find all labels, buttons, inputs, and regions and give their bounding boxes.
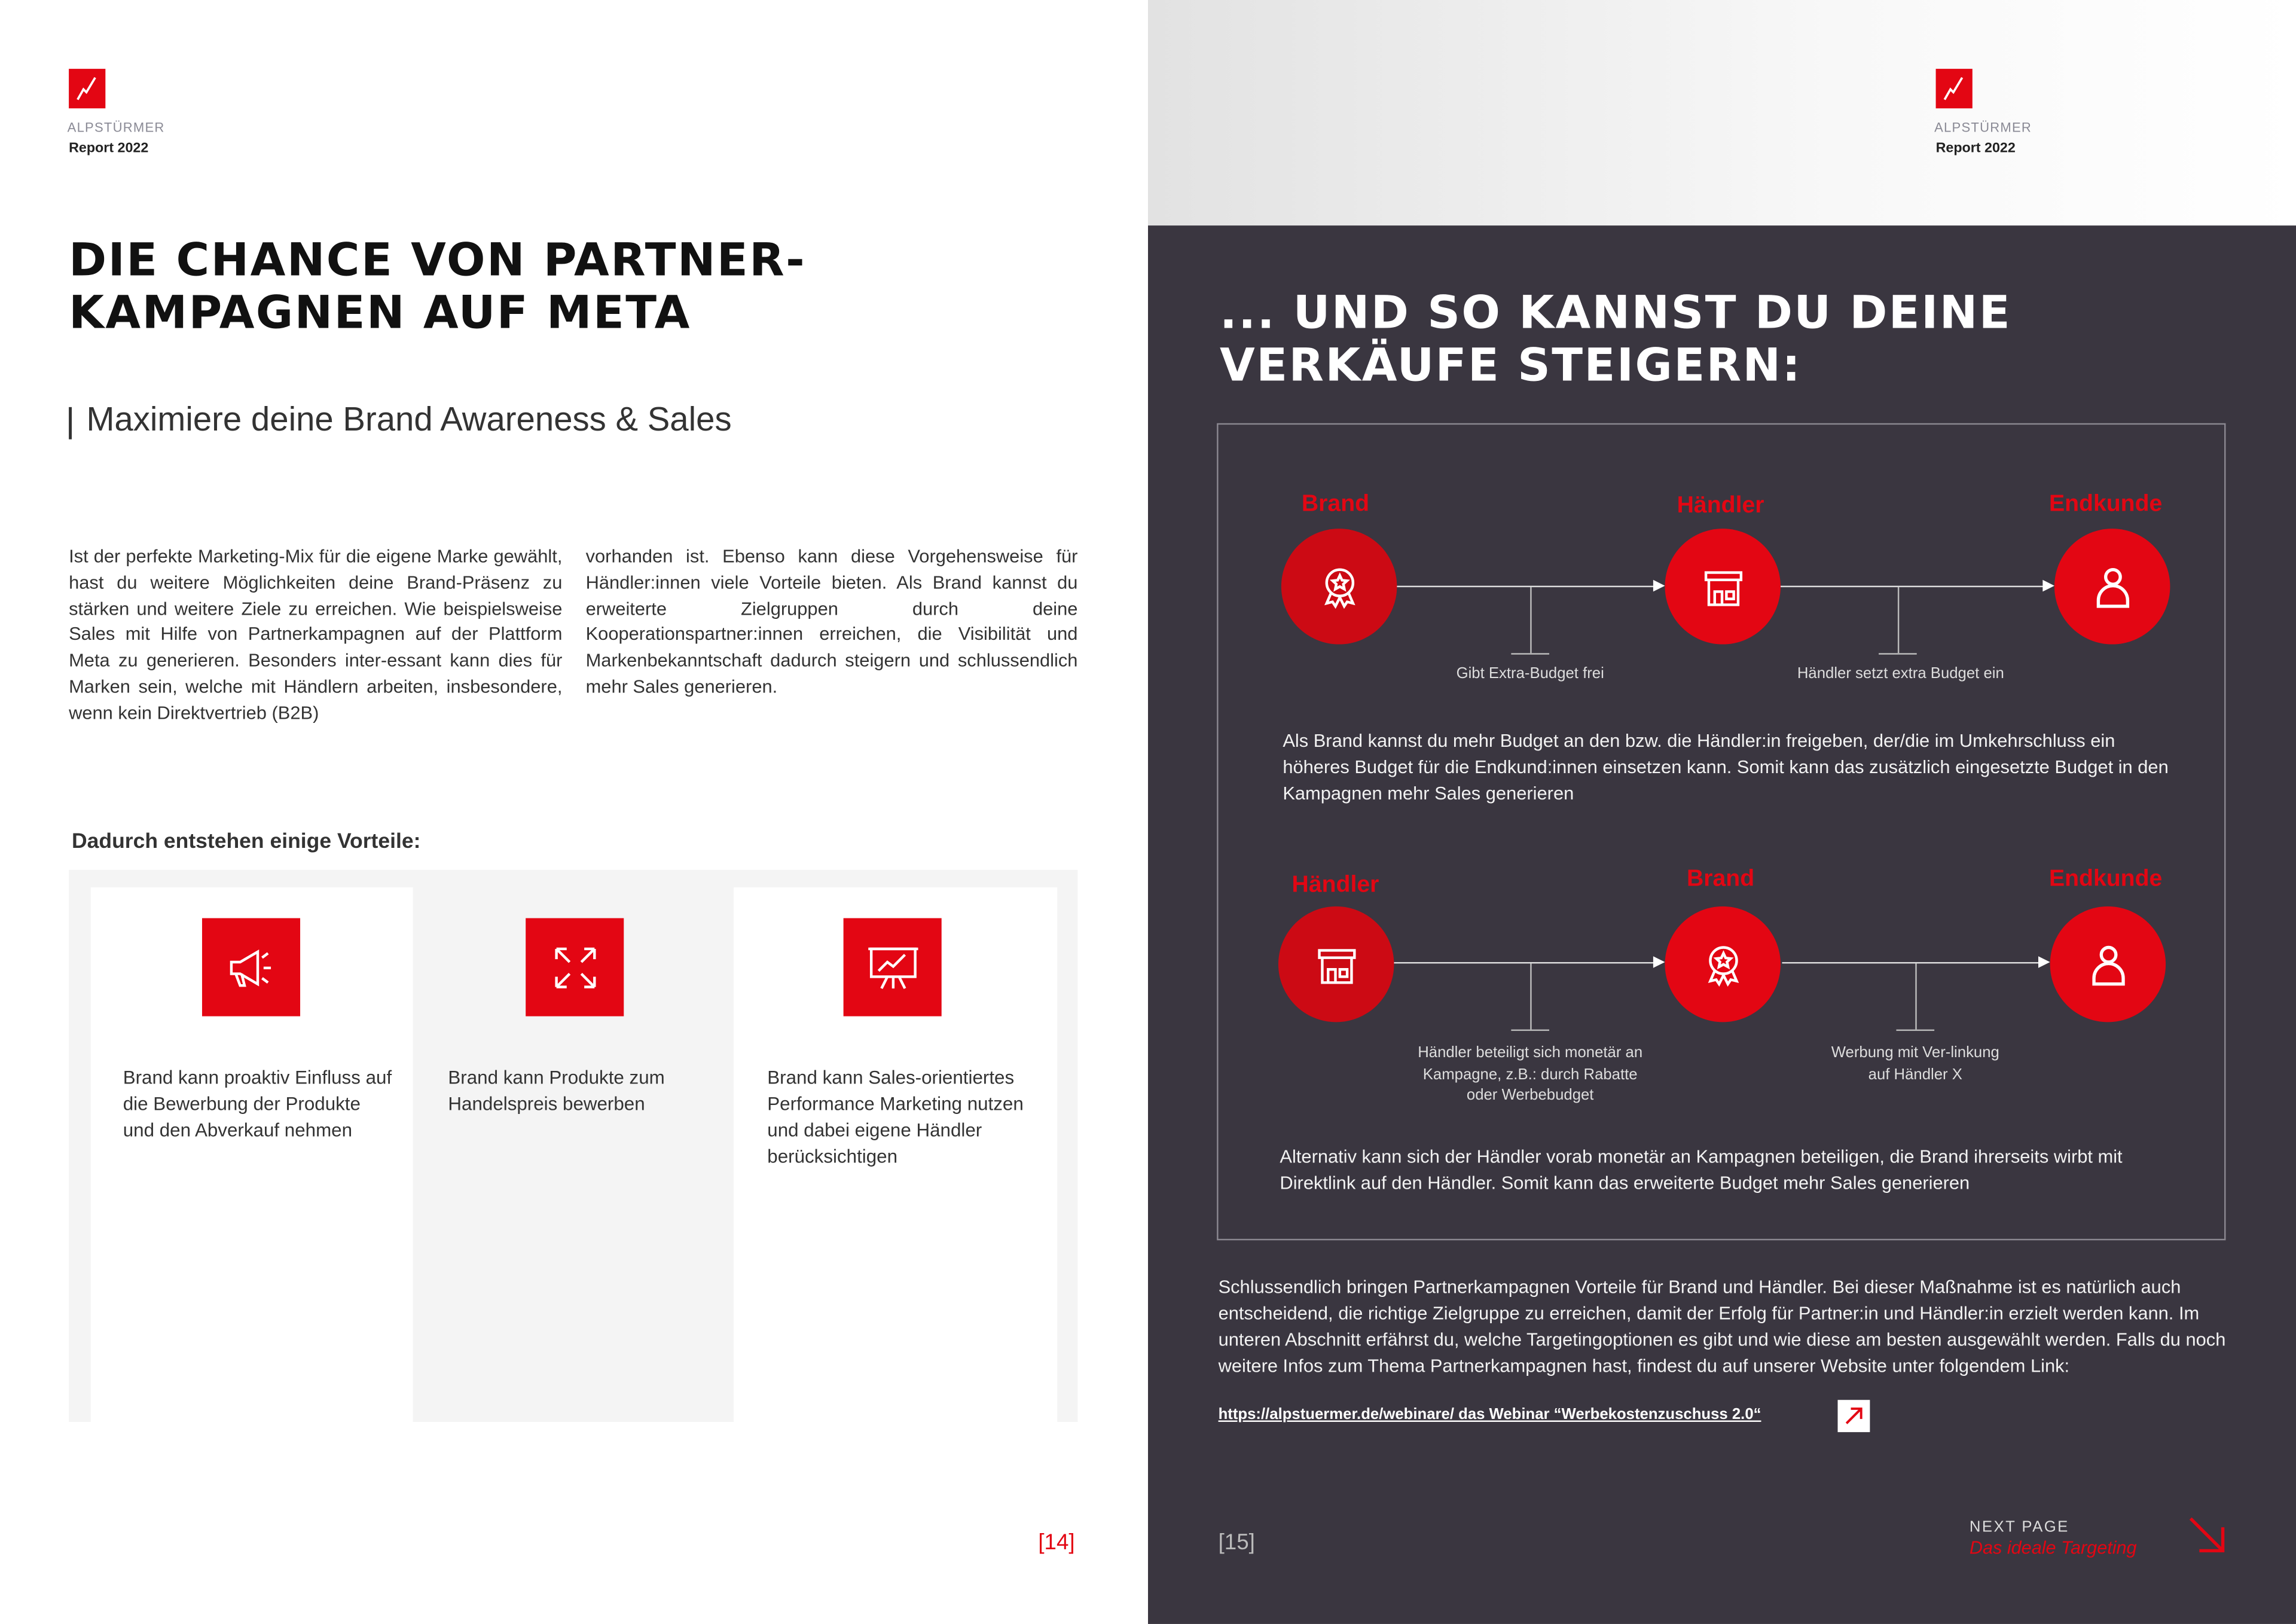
report-label: Report 2022 [69, 141, 149, 157]
node-label: Händler [1677, 493, 1764, 518]
page-title [69, 234, 806, 340]
intro-col-2: vorhanden ist. Ebenso kann diese Vorgehensweise für Händler:innen viele Vorteile bieten. Als Brand kannst du erweiterte Zielgruppen durch deine Kooperationspartner:innen erreichen, die Visibilität und Markenbekanntschaft dadurch steigern und schlussendlich mehr Sales generieren. [585, 546, 1078, 697]
node-label: Endkunde [2048, 492, 2163, 517]
page-number: [15] [1218, 1530, 1255, 1555]
flow-caption: Werbung mit Ver-linkung auf Händler X [1831, 1044, 1999, 1083]
connector-base [1511, 1030, 1549, 1031]
report-label: Report 2022 [1935, 141, 2016, 157]
flow-arrow [1397, 586, 1654, 587]
title-line: VERKÄUFE STEIGERN: [1220, 340, 1802, 393]
right-page [1148, 0, 2296, 1624]
presentation-chart-icon [844, 918, 942, 1016]
arrowhead-icon [1653, 956, 1665, 968]
title-line: DIE CHANCE VON PARTNER- [69, 234, 807, 288]
store-icon [1278, 906, 1394, 1022]
closing-paragraph: Schlussendlich bringen Partnerkampagnen Vorteile für Brand und Händler. Bei dieser Maßnahme ist es natürlich auch entscheidend, die richtige Zielgruppe zu erreichen, damit der Erfolg für Partner:in und Händler:in erzielt werden kann. Im unteren Abschnitt erfährst du, welche Targetingoptionen es gibt und wie diese am besten ausgewählt werden. Falls du noch weitere Infos zum Thema Partnerkampagnen hast, findest du auf unserer Website unter folgendem Link: [1218, 1277, 2226, 1377]
benefit-text: Brand kann Produkte zum Handelspreis bewerben [448, 1066, 665, 1115]
store-icon [1665, 529, 1781, 644]
connector-line [1530, 963, 1531, 1029]
benefits-heading: Dadurch entstehen einige Vorteile: [72, 830, 421, 854]
logo-icon [1936, 69, 1973, 108]
flow-arrow [1782, 962, 2039, 963]
node-label: Brand [1301, 492, 1370, 517]
subtitle-bar [69, 407, 71, 439]
flow-caption: Gibt Extra-Budget frei [1456, 664, 1604, 683]
award-icon [1665, 906, 1781, 1022]
connector-line [1530, 587, 1531, 653]
external-link-icon[interactable] [1837, 1400, 1870, 1432]
flow-caption: Händler setzt extra Budget ein [1797, 664, 2004, 683]
benefit-text: Brand kann proaktiv Einfluss auf die Bewerbung der Produkte und den Abverkauf nehmen [123, 1066, 392, 1141]
user-icon [2054, 529, 2170, 644]
title-line: KAMPAGNEN AUF META [69, 287, 691, 340]
title-line: ... UND SO KANNST DU DEINE [1220, 287, 2012, 340]
node-label: Händler [1292, 872, 1379, 898]
node-label: Brand [1686, 866, 1755, 892]
intro-col-1: Ist der perfekte Marketing-Mix für die eigene Marke gewählt, hast du weitere Möglichkeiten deine Brand-Präsenz zu stärken und weitere Ziele zu erreichen. Wie beispielsweise Sales mit Hilfe von Partnerkampagnen auf der Plattform Meta zu generieren. Besonders inter-essant kann dies für Marken sein, welche mit Händlern arbeiten, insbesondere, wenn kein Direktvertrieb (B2B) [69, 546, 563, 724]
flow-arrow [1781, 586, 2044, 587]
logo-icon [69, 69, 105, 108]
benefit-text: Brand kann Sales-orientiertes Performance Marketing nutzen und dabei eigene Händler berücksichtigen [767, 1066, 1024, 1167]
flow-description: Alternativ kann sich der Händler vorab monetär an Kampagnen beteiligen, die Brand ihrerseits wirbt mit Direktlink auf den Händler. Somit kann das erweiterte Budget mehr Sales generieren [1280, 1146, 2123, 1193]
user-icon [2050, 906, 2166, 1022]
award-icon [1281, 529, 1397, 644]
connector-base [1896, 1030, 1934, 1031]
flow-caption: Händler beteiligt sich monetär an Kampagne, z.B.: durch Rabatte oder Werbebudget [1418, 1044, 1643, 1105]
connector-base [1511, 653, 1549, 654]
flow-description: Als Brand kannst du mehr Budget an den bzw. die Händler:in freigeben, der/die im Umkehrschluss ein höheres Budget für die Endkund:innen einsetzen kann. Somit kann das zusätzlich eingesetzte Budget in den Kampagnen mehr Sales generieren [1283, 731, 2169, 804]
next-page-title[interactable]: Das ideale Targeting [1969, 1537, 2137, 1558]
brand-name: ALPSTÜRMER [1934, 120, 2032, 135]
arrowhead-icon [1653, 580, 1665, 592]
expand-arrows-icon [526, 918, 624, 1016]
arrowhead-icon [2042, 580, 2054, 592]
connector-line [1898, 587, 1899, 653]
subtitle: Maximiere deine Brand Awareness & Sales [86, 399, 732, 438]
arrow-down-right-icon[interactable] [2186, 1514, 2227, 1562]
node-label: Endkunde [2048, 866, 2163, 892]
webinar-link[interactable]: https://alpstuermer.de/webinare/ das Webinar “Werbekostenzuschuss 2.0“ [1218, 1406, 1761, 1424]
connector-base [1879, 653, 1917, 654]
next-page-label: NEXT PAGE [1969, 1518, 2069, 1537]
page-title [1220, 287, 2011, 392]
brand-name: ALPSTÜRMER [67, 120, 165, 135]
arrowhead-icon [2038, 956, 2050, 968]
megaphone-icon [202, 918, 300, 1016]
page-number: [14] [1038, 1530, 1075, 1555]
connector-line [1915, 963, 1916, 1029]
flow-arrow [1394, 962, 1654, 963]
